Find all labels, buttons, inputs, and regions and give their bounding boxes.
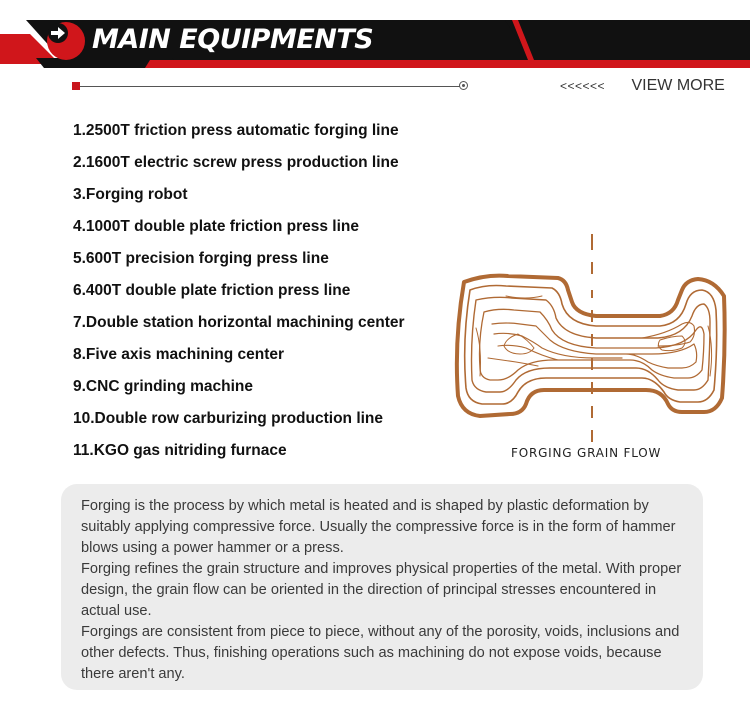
figure-caption: FORGING GRAIN FLOW [511,446,662,460]
description-paragraph: Forgings are consistent from piece to piece, without any of the porosity, voids, inclusions and other defects. Thus, finishing operations such as machining do not expose voids, because there aren't any. [81,624,680,682]
description-paragraph: Forging refines the grain structure and improves physical properties of the metal. With proper design, the grain flow can be oriented in the direction of principal stresses encountered in actual use. [81,561,682,619]
list-item: 6.400T double plate friction press line [73,282,351,299]
divider-end-marker [459,81,468,90]
chevrons-left-icon: <<<<<< [560,79,606,93]
description-panel [61,484,703,690]
list-item: 3.Forging robot [73,186,188,203]
description-paragraph: Forging is the process by which metal is heated and is shaped by plastic deformation by suitably applying compressive force. Usually the compressive force is in the form of hammer blows using a power hammer or a press. [81,498,676,556]
view-more-link[interactable] [560,77,725,95]
list-item: 4.1000T double plate friction press line [73,218,359,235]
list-item: 8.Five axis machining center [73,346,285,363]
section-title: MAIN EQUIPMENTS [92,24,374,55]
equipment-list [73,116,405,468]
list-item: 9.CNC grinding machine [73,378,253,395]
forging-grain-flow-illustration [446,230,736,466]
list-item: 5.600T precision forging press line [73,250,329,267]
divider-start-marker [72,82,80,90]
list-item: 10.Double row carburizing production line [73,410,384,427]
list-item: 11.KGO gas nitriding furnace [73,442,287,459]
list-item: 1.2500T friction press automatic forging line [73,122,399,139]
divider-line [80,86,464,87]
section-banner [0,0,750,80]
list-item: 2.1600T electric screw press production line [73,154,399,171]
list-item: 7.Double station horizontal machining center [73,314,405,331]
arrow-right-icon [47,22,85,60]
view-more-label: VIEW MORE [631,77,725,94]
